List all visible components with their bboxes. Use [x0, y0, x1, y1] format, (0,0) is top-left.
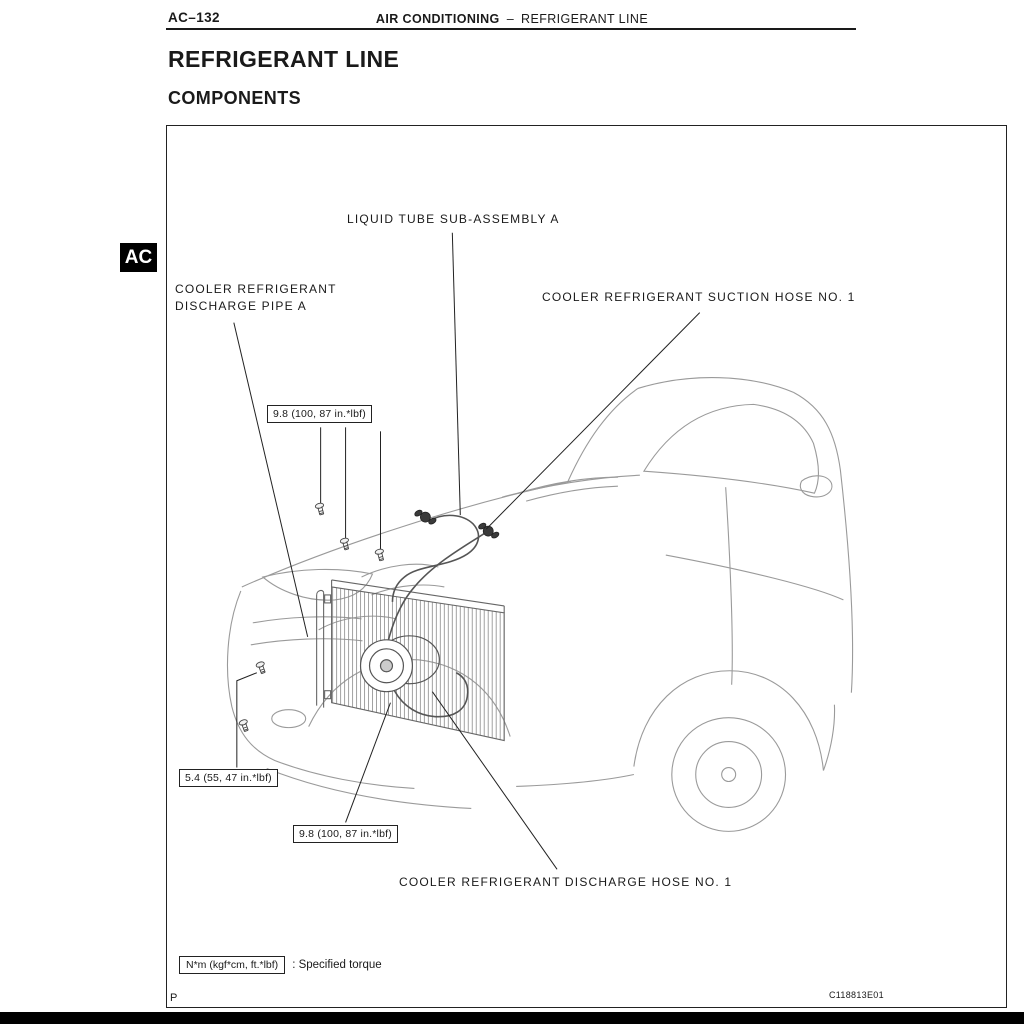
torque-unit-box: N*m (kgf*cm, ft.*lbf) — [179, 956, 285, 974]
page-bottom-bar — [0, 1012, 1024, 1024]
footer-marker: P — [170, 992, 178, 1004]
torque-spec-left: 5.4 (55, 47 in.*lbf) — [179, 769, 278, 787]
running-header-separator: – — [506, 12, 515, 26]
chapter-tab-ac: AC — [120, 243, 157, 272]
leader-lines — [234, 233, 700, 869]
page-title: REFRIGERANT LINE — [168, 46, 400, 72]
torque-spec-upper: 9.8 (100, 87 in.*lbf) — [267, 405, 372, 423]
torque-legend-text: : Specified torque — [292, 959, 382, 971]
label-liquid-tube: LIQUID TUBE SUB-ASSEMBLY A — [347, 212, 560, 226]
figure-code: C118813E01 — [829, 990, 884, 1000]
hose-fittings — [414, 509, 500, 539]
running-header-topic: REFRIGERANT LINE — [521, 12, 649, 26]
header-rule — [166, 28, 856, 30]
vehicle-outline — [227, 378, 852, 832]
torque-legend — [179, 956, 382, 974]
label-discharge-pipe — [175, 281, 337, 315]
page-header — [168, 8, 856, 28]
bolt-icon — [340, 537, 351, 550]
bolt-icon — [375, 548, 386, 561]
label-discharge-pipe-line1: COOLER REFRIGERANT — [175, 282, 337, 296]
bolt-icon — [255, 661, 267, 675]
section-title: COMPONENTS — [168, 88, 302, 108]
torque-spec-lower: 9.8 (100, 87 in.*lbf) — [293, 825, 398, 843]
page-number: AC–132 — [168, 10, 220, 25]
diagram-frame — [166, 125, 1007, 1008]
label-discharge-hose: COOLER REFRIGERANT DISCHARGE HOSE NO. 1 — [399, 875, 733, 889]
bolt-icon — [315, 502, 326, 515]
running-header — [168, 12, 856, 26]
label-suction-hose: COOLER REFRIGERANT SUCTION HOSE NO. 1 — [542, 290, 856, 304]
label-discharge-pipe-line2: DISCHARGE PIPE A — [175, 299, 307, 313]
running-header-section: AIR CONDITIONING — [375, 12, 500, 26]
